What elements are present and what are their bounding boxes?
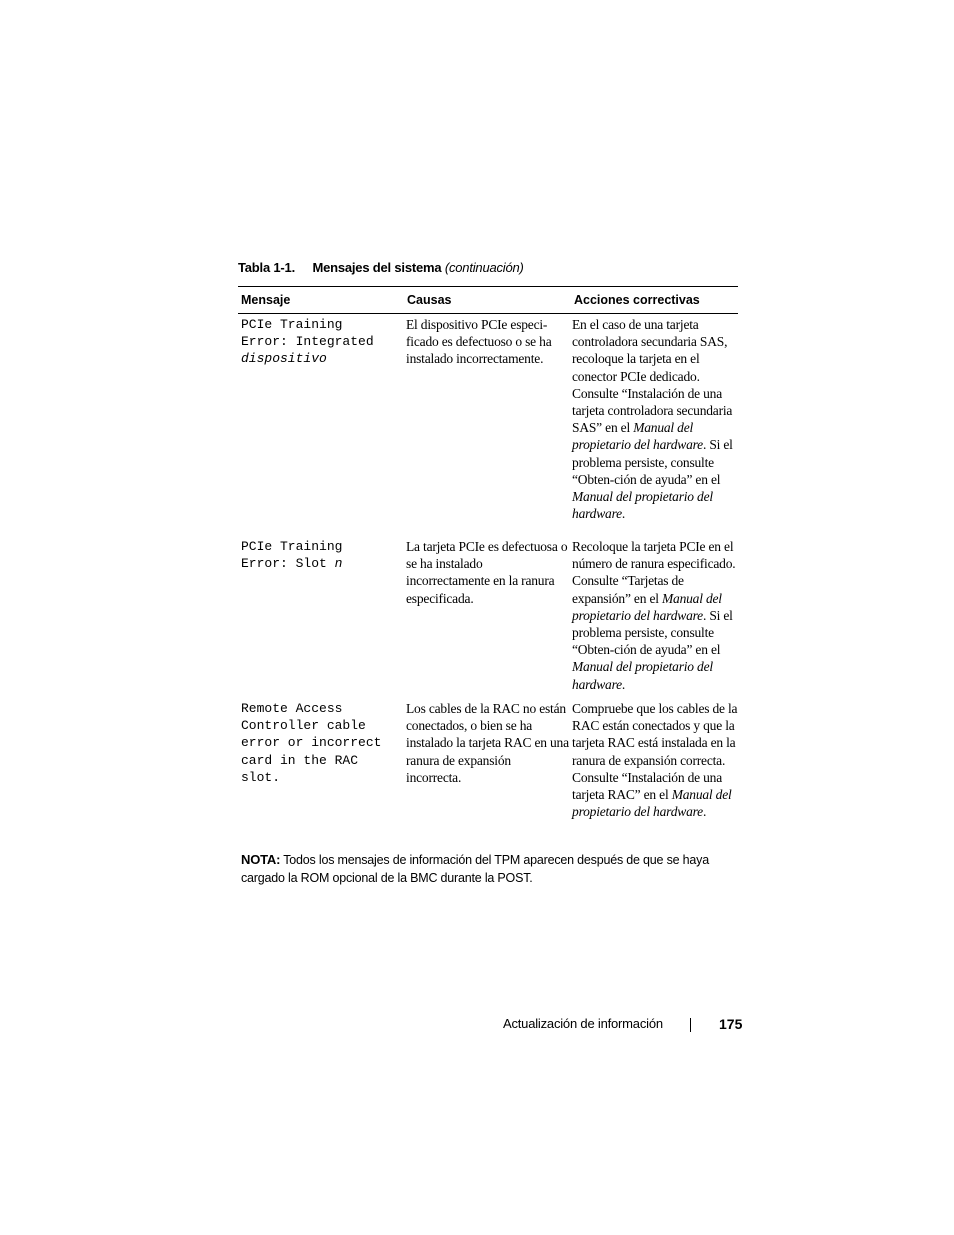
message-text: PCIe Training Error: Integrated [241, 317, 374, 350]
system-messages-table [238, 286, 738, 860]
action-manual-ref: Manual del propietario del hardware [572, 787, 732, 820]
table-header-row [238, 286, 738, 314]
action-text: . [621, 506, 626, 522]
header-causes: Causas [407, 293, 452, 307]
cause-cell: El dispositivo PCIe especi-ficado es defectuoso o se ha instalado incorrectamente. [406, 317, 552, 367]
note [241, 851, 741, 887]
action-text: . Si el problema persiste, consulte “Obten-ción de ayuda” en el [572, 437, 733, 487]
action-cell [569, 316, 738, 538]
action-manual-ref: Manual del propietario del hardware [572, 489, 713, 522]
header-message: Mensaje [241, 293, 291, 307]
action-text: Recoloque la tarjeta PCIe en el número de ranura especificado. Consulte “Tarjetas de expansión” en el [572, 539, 736, 606]
table-title: Mensajes del sistema [312, 260, 442, 275]
action-manual-ref: Manual del propietario del hardware [572, 659, 713, 692]
message-cell [238, 538, 403, 700]
action-manual-ref: Manual del propietario del hardware [572, 590, 722, 623]
action-text: . [621, 676, 626, 692]
header-actions: Acciones correctivas [574, 293, 700, 307]
page-number: 175 [719, 1016, 743, 1032]
cause-cell: La tarjeta PCIe es defectuosa o se ha instalado incorrectamente en la ranura especificada. [406, 539, 568, 606]
table-row [238, 316, 738, 538]
table-row [238, 538, 738, 700]
message-variable: dispositivo [241, 351, 327, 367]
message-variable: n [334, 556, 343, 572]
message-text: Remote Access Controller cable error or incorrect card in the RAC slot. [241, 701, 382, 785]
table-row [238, 700, 738, 860]
footer-section-title: Actualización de información [503, 1016, 663, 1031]
message-cell [238, 700, 403, 860]
table-caption [238, 260, 524, 275]
table-continued: (continuación) [444, 260, 524, 275]
cause-cell: Los cables de la RAC no están conectados, o bien se ha instalado la tarjeta RAC en una ranura de expansión incorrecta. [406, 701, 569, 785]
action-text: . [702, 804, 707, 820]
action-manual-ref: Manual del propietario del hardware [572, 420, 703, 453]
note-text: Todos los mensajes de información del TPM aparecen después de que se haya cargado la ROM opcional de la BMC durante la POST. [241, 853, 709, 885]
table-number: Tabla 1-1. [238, 260, 296, 275]
footer-separator [690, 1018, 691, 1032]
action-text: Compruebe que los cables de la RAC están conectados y que la tarjeta RAC está instalada en la ranura de expansión correcta. Consulte “Instalación de una tarjeta RAC” en el [572, 701, 738, 803]
action-text: . Si el problema persiste, consulte “Obten-ción de ayuda” en el [572, 607, 733, 658]
action-text: En el caso de una tarjeta controladora secundaria SAS, recoloque la tarjeta en el conector PCIe dedicado. Consulte “Instalación de una tarjeta controladora secundaria SAS” en el [572, 317, 733, 436]
message-text: PCIe Training Error: Slot [241, 539, 343, 572]
message-cell [238, 316, 403, 538]
action-cell [569, 538, 738, 700]
action-cell [569, 700, 738, 860]
note-label: NOTA: [241, 852, 281, 867]
